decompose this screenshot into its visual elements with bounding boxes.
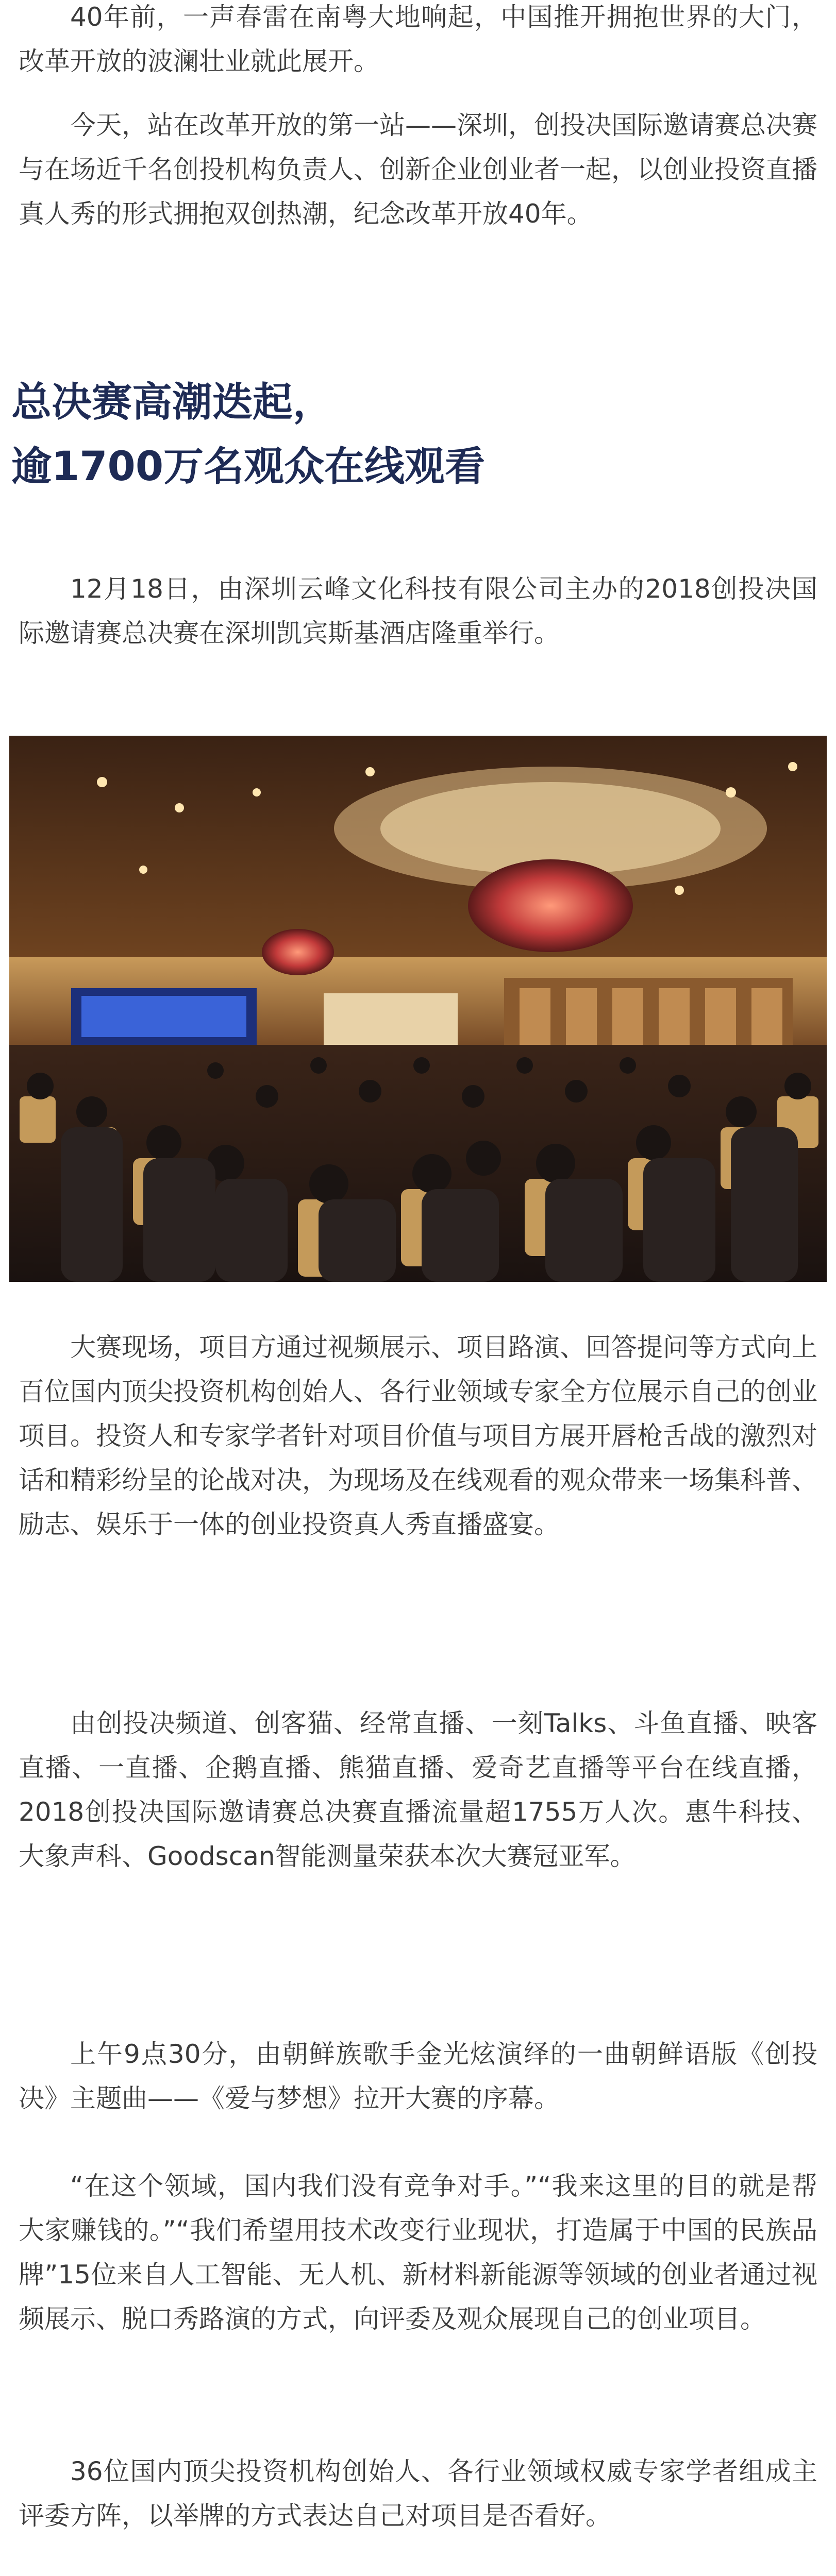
section-heading-line-1: 总决赛高潮迭起， [11,379,333,426]
opening-song-paragraph: 上午9点30分，由朝鲜族歌手金光炫演绎的一曲朝鲜语版《创投决》主题曲——《爱与梦想》拉开大赛的序幕。 [19,2039,817,2113]
venue-audience-photo [9,736,827,1282]
entrepreneurs-quotes-paragraph: “在这个领域，国内我们没有竞争对手。”“我来这里的目的就是帮大家赚钱的。”“我们希望用技术改变行业现状，打造属于中国的民族品牌”15位来自人工智能、无人机、新材料新能源等领域的创业者通过视频展示、脱口秀路演的方式，向评委及观众展现自己的创业项目。 [19,2171,817,2334]
broadcast-paragraph: 由创投决频道、创客猫、经常直播、一刻Talks、斗鱼直播、映客直播、一直播、企鹅直播、熊猫直播、爱奇艺直播等平台在线直播，2018创投决国际邀请赛总决赛直播流量超1755万人次。惠牛科技、大象声科、Goodscan智能测量荣获本次大赛冠亚军。 [19,1708,817,1871]
event-intro-paragraph: 12月18日，由深圳云峰文化科技有限公司主办的2018创投决国际邀请赛总决赛在深圳凯宾斯基酒店隆重举行。 [19,574,817,648]
judges-paragraph: 36位国内顶尖投资机构创始人、各行业领域权威专家学者组成主评委方阵，以举牌的方式表达自己对项目是否看好。 [19,2456,817,2531]
intro-paragraph-2: 今天，站在改革开放的第一站——深圳，创投决国际邀请赛总决赛与在场近千名创投机构负责人、创新企业创业者一起，以创业投资直播真人秀的形式拥抱双创热潮，纪念改革开放40年。 [19,110,817,229]
competition-format-paragraph: 大赛现场，项目方通过视频展示、项目路演、回答提问等方式向上百位国内顶尖投资机构创始人、各行业领域专家全方位展示自己的创业项目。投资人和专家学者针对项目价值与项目方展开唇枪舌战的激烈对话和精彩纷呈的论战对决，为现场及在线观看的观众带来一场集科普、励志、娱乐于一体的创业投资真人秀直播盛宴。 [19,1332,817,1539]
intro-paragraph-1: 40年前，一声春雷在南粤大地响起，中国推开拥抱世界的大门，改革开放的波澜壮业就此展开。 [19,2,817,76]
section-heading-line-2: 逾1700万名观众在线观看 [11,444,486,490]
venue-audience-illustration [9,736,827,1282]
